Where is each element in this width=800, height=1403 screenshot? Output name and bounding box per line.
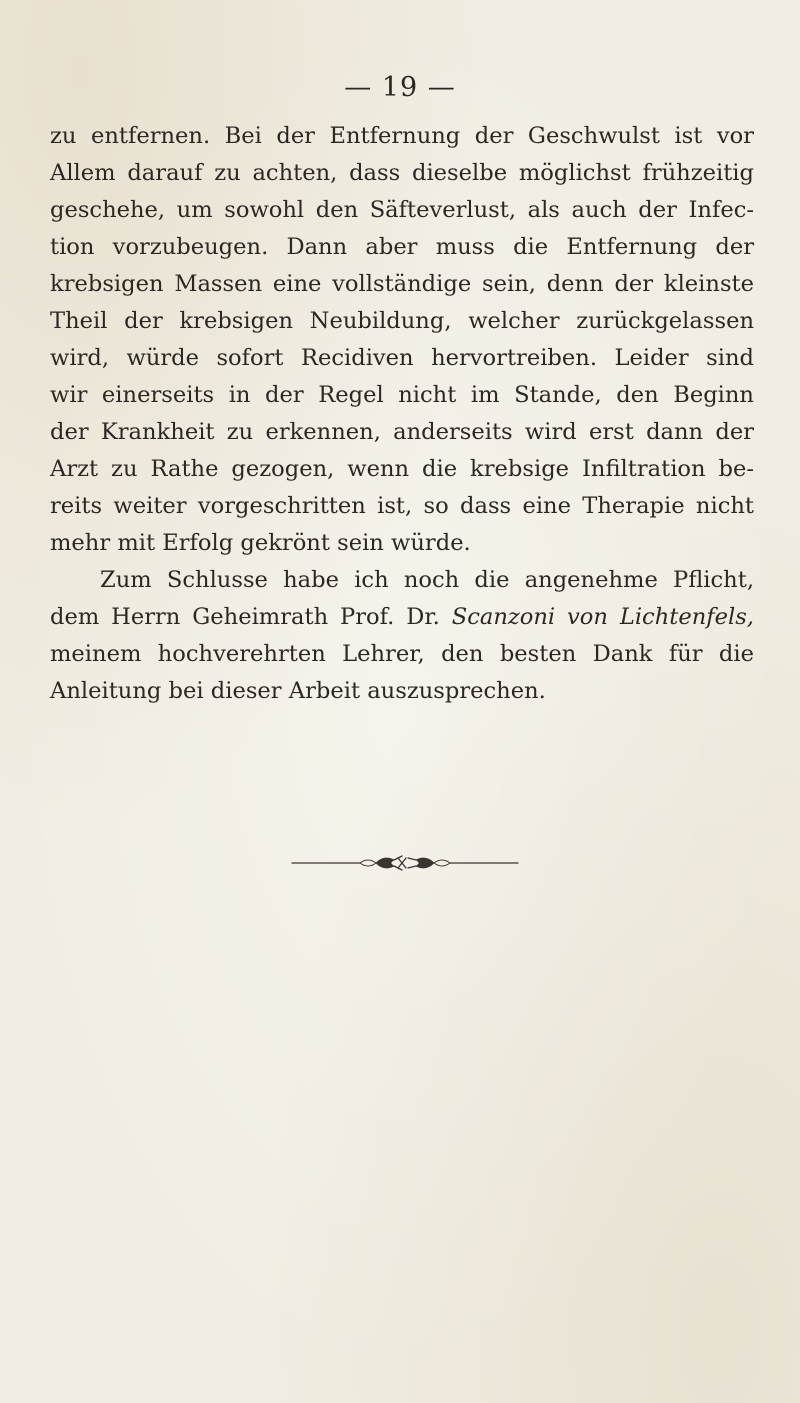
text-line: krebsigen Massen eine vollständige sein, denn der kleinste [50, 271, 754, 297]
page-number: — 19 — [344, 72, 456, 103]
text-line: Anleitung bei dieser Arbeit auszusprechen. [50, 678, 546, 704]
text-line: Arzt zu Rathe gezogen, wenn die krebsige Infiltration be- [50, 456, 754, 482]
text-line: wird, würde sofort Recidiven hervortreiben. Leider sind [50, 345, 754, 371]
text-line: Allem darauf zu achten, dass dieselbe möglichst frühzeitig [50, 160, 754, 186]
text-line: mehr mit Erfolg gekrönt sein würde. [50, 530, 471, 556]
text-line: wir einerseits in der Regel nicht im Stande, den Beginn [50, 382, 754, 408]
end-ornament-icon [290, 852, 520, 874]
text-line: reits weiter vorgeschritten ist, so dass eine Therapie nicht [50, 493, 754, 519]
text-line: tion vorzubeugen. Dann aber muss die Entfernung der [50, 234, 754, 260]
text-line: geschehe, um sowohl den Säfteverlust, als auch der Infec- [50, 197, 754, 223]
text-line: Zum Schlusse habe ich noch die angenehme Pflicht, [100, 567, 754, 593]
text-line: der Krankheit zu erkennen, anderseits wird erst dann der [50, 419, 754, 445]
text-line-with-name [50, 599, 754, 636]
text-line: meinem hochverehrten Lehrer, den besten Dank für die [50, 641, 754, 667]
text-fragment: dem Herrn Geheimrath Prof. Dr. [50, 604, 452, 630]
text-line: zu entfernen. Bei der Entfernung der Geschwulst ist vor [50, 123, 754, 149]
text-line: Theil der krebsigen Neubildung, welcher zurückgelassen [50, 308, 754, 334]
body-text [50, 118, 754, 710]
author-name: Scanzoni von Lichtenfels, [451, 604, 754, 630]
